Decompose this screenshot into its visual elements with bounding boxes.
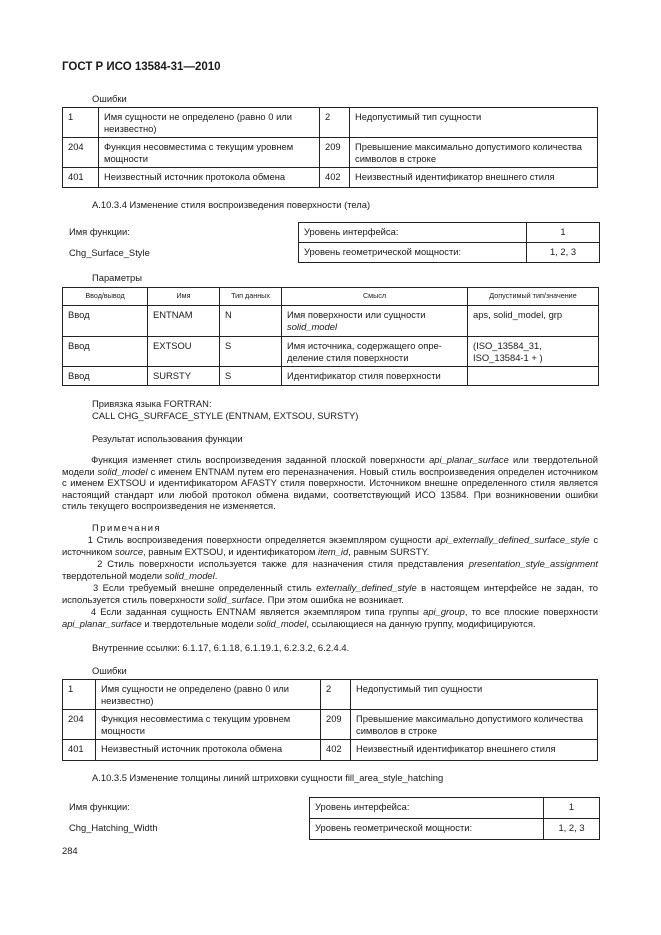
param-allowed (468, 367, 599, 386)
geometry-level-value: 1, 2, 3 (544, 819, 600, 840)
error-text: Превышение максимально допустимого количества символов в строке (350, 138, 598, 168)
function-name-label: Имя функции: (69, 801, 130, 812)
error-code: 401 (63, 168, 99, 188)
param-type: N (220, 306, 282, 337)
error-code: 2 (320, 108, 350, 138)
param-type: S (220, 337, 282, 367)
error-text: Недопустимый тип сущности (351, 680, 598, 710)
column-header: Смысл (282, 288, 468, 306)
interface-level-value: 1 (527, 223, 600, 243)
table-row (299, 223, 600, 243)
errors-caption: Ошибки (92, 93, 127, 104)
param-allowed: aps, solid_model, grp (468, 306, 599, 337)
params-table (62, 287, 599, 386)
param-type: S (220, 367, 282, 386)
error-code: 402 (321, 740, 351, 761)
error-text: Функция несовместима с текущим уровнем мощности (99, 138, 320, 168)
document-header: ГОСТ Р ИСО 13584-31—2010 (62, 61, 221, 73)
table-row (63, 306, 599, 337)
error-text: Функция несовместима с текущим уровнем мощности (96, 710, 321, 740)
error-code: 209 (321, 710, 351, 740)
note-4: 4 Если заданная сущность ENTNAM является экземпляром типа группы api_group, то все плоские поверхности api_planar_surface и твердотельные модели solid_model, ссылающиеся на данную группу, модифицируются. (62, 606, 599, 629)
param-io: Ввод (63, 367, 148, 386)
errors-table (62, 679, 598, 761)
language-binding-label: Привязка языка FORTRAN: (92, 398, 212, 409)
table-row (299, 243, 600, 263)
error-code: 204 (63, 138, 99, 168)
param-io: Ввод (63, 306, 148, 337)
result-label: Результат использования функции (92, 433, 243, 444)
error-text: Имя сущности не определено (равно 0 или неизвестно) (96, 680, 321, 710)
section-heading: А.10.3.5 Изменение толщины линий штриховки сущности fill_area_style_hatching (92, 772, 444, 783)
levels-table (298, 222, 600, 263)
table-row (63, 680, 598, 710)
params-caption: Параметры (92, 272, 142, 283)
error-text: Неизвестный источник протокола обмена (96, 740, 321, 761)
error-code: 209 (320, 138, 350, 168)
geometry-level-label: Уровень геометрической мощности: (310, 819, 544, 840)
geometry-level-label: Уровень геометрической мощности: (299, 243, 527, 263)
table-header-row (63, 288, 599, 306)
column-header: Тип данных (220, 288, 282, 306)
error-text: Недопустимый тип сущности (350, 108, 598, 138)
table-row (63, 168, 598, 188)
error-code: 1 (63, 108, 99, 138)
page-number: 284 (62, 845, 78, 856)
error-code: 402 (320, 168, 350, 188)
note-2: 2 Стиль поверхности используется также для назначения стиля представления presentation_style_assignment твердотельной модели solid_model. (62, 558, 598, 581)
column-header: Ввод/вывод (63, 288, 148, 306)
errors-caption: Ошибки (92, 665, 127, 676)
function-name: Chg_Surface_Style (69, 247, 150, 258)
note-3: 3 Если требуемый внешне определенный стиль externally_defined_style в настоящем интерфейсе не задан, то используется стиль поверхности solid_surface. При этом ошибка не возникает. (62, 582, 598, 605)
table-row (63, 367, 599, 386)
param-io: Ввод (63, 337, 148, 367)
column-header: Допустимый тип/значение (468, 288, 599, 306)
error-code: 1 (63, 680, 96, 710)
error-code: 204 (63, 710, 96, 740)
table-row (63, 710, 598, 740)
internal-references: Внутренние ссылки: 6.1.17, 6.1.18, 6.1.19.1, 6.2.3.2, 6.2.4.4. (92, 642, 350, 653)
column-header: Имя (148, 288, 220, 306)
language-binding-call: CALL CHG_SURFACE_STYLE (ENTNAM, EXTSOU, SURSTY) (92, 410, 359, 421)
interface-level-label: Уровень интерфейса: (299, 223, 527, 243)
function-name: Chg_Hatching_Width (69, 822, 158, 833)
levels-table (309, 797, 600, 840)
table-row (310, 819, 600, 840)
note-1: 1 Стиль воспроизведения поверхности определяется экземпляром сущности api_externally_defined_surface_style с источником source, равным EXTSOU, и идентификатором item_id, равным SURSTY. (62, 534, 599, 557)
error-code: 401 (63, 740, 96, 761)
section-heading: А.10.3.4 Изменение стиля воспроизведения поверхности (тела) (92, 199, 371, 210)
param-name: ENTNAM (148, 306, 220, 337)
errors-table (62, 107, 598, 188)
geometry-level-value: 1, 2, 3 (527, 243, 600, 263)
param-meaning: Имя поверхности или сущности solid_model (282, 306, 468, 337)
param-allowed: (ISO_13584_31, ISO_13584-1 + ) (468, 337, 599, 367)
table-row (310, 798, 600, 819)
param-meaning: Идентификатор стиля поверхности (282, 367, 468, 386)
table-row (63, 740, 598, 761)
table-row (63, 138, 598, 168)
error-text: Имя сущности не определено (равно 0 или неизвестно) (99, 108, 320, 138)
error-text: Неизвестный идентификатор внешнего стиля (351, 740, 598, 761)
function-description: Функция изменяет стиль воспроизведения заданной плоской поверхности api_planar_surface или твердотельной модели solid_model с именем ENTNAM путем его переназначения. Новый стиль воспроизведения определен источником с именем EXTSOU и идентификатором AFASTY стиля поверхности. Источником внешне определенного стиля является настоящий стандарт или любой протокол обмена видами, соответствующий ИСО 13584. При возникновении ошибки стиль текущего воспроизведения не изменяется. (62, 454, 598, 512)
interface-level-label: Уровень интерфейса: (310, 798, 544, 819)
param-name: SURSTY (148, 367, 220, 386)
table-row (63, 108, 598, 138)
param-name: EXTSOU (148, 337, 220, 367)
notes-label: Примечания (92, 522, 162, 533)
error-text: Превышение максимально допустимого количества символов в строке (351, 710, 598, 740)
table-row (63, 337, 599, 367)
function-name-label: Имя функции: (69, 226, 130, 237)
param-meaning: Имя источника, содержащего определение стиля поверхности (282, 337, 468, 367)
error-text: Неизвестный идентификатор внешнего стиля (350, 168, 598, 188)
error-code: 2 (321, 680, 351, 710)
error-text: Неизвестный источник протокола обмена (99, 168, 320, 188)
interface-level-value: 1 (544, 798, 600, 819)
